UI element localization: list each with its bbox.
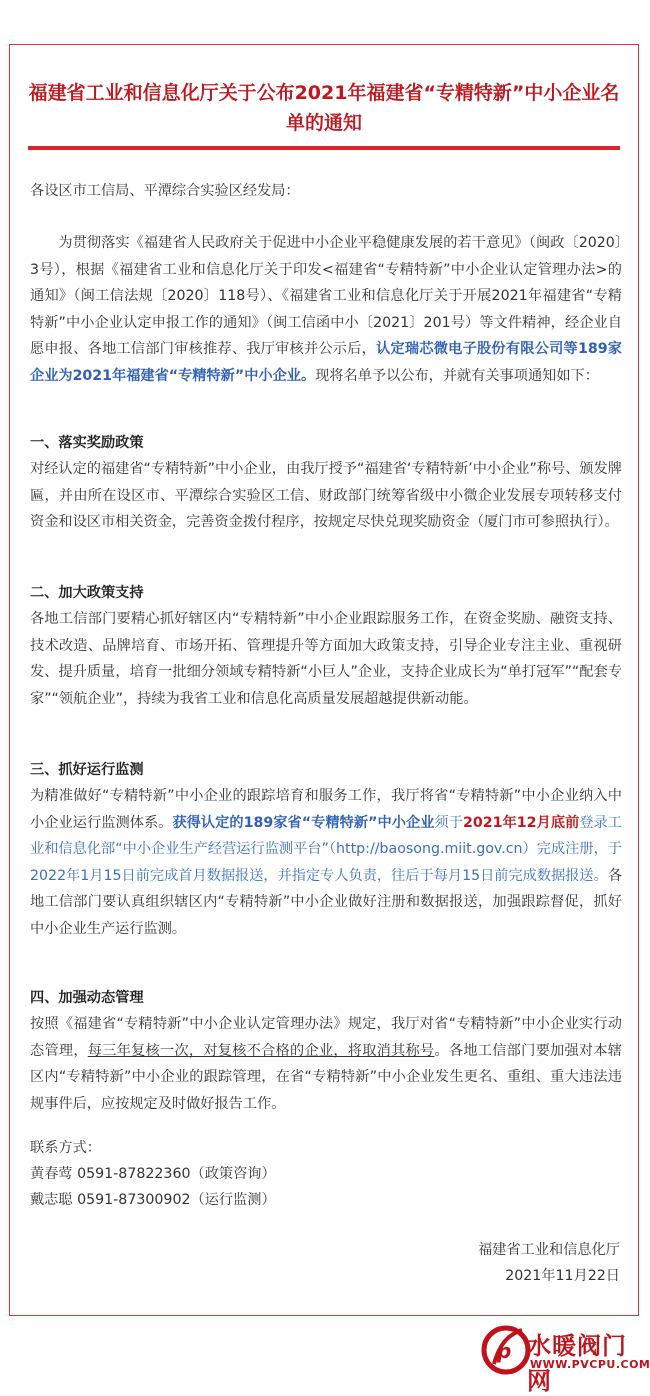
addressee: 各设区市工信局、平潭综合实验区经发局： [30, 183, 300, 199]
section-1-body: 对经认定的福建省“专精特新”中小企业，由我厅授予“福建省‘专精特新’中小企业”称号、颁发牌匾，并由所在设区市、平潭综合实验区工信、财政部门统筹省级中小微企业发展专项转移支付资金和设区市相关资金，完善资金拨付程序，按规定尽快兑现奖励资金（厦门市可参照执行）。 [30, 461, 622, 530]
contact-line-1: 黄春莺 0591-87822360（政策咨询） [30, 1166, 276, 1182]
watermark-url: WWW.PVCPU.COM [530, 1358, 650, 1371]
section-3-body [30, 783, 622, 942]
section-1-heading: 一、落实奖励政策 [30, 435, 144, 451]
watermark-name: 水暖阀门网 [527, 1332, 627, 1395]
section-3-highlight: 获得认定的189家省“专精特新”中小企业 [172, 814, 435, 831]
section-4-underlined: 每三年复核一次，对复核不合格的企业，将取消其称号 [87, 1042, 435, 1059]
svg-text:p: p [497, 1339, 512, 1363]
contact-line-2: 戴志聪 0591-87300902（运行监测） [30, 1192, 276, 1208]
contact-label: 联系方式： [30, 1140, 101, 1156]
signature-org: 福建省工业和信息化厅 [478, 1242, 620, 1258]
intro-text: 为贯彻落实《福建省人民政府关于促进中小企业平稳健康发展的若干意见》（闽政〔2020〕3号），根据《福建省工业和信息化厅关于印发<福建省“专精特新”中小企业认定管理办法>的通知》（闽工信法规〔2020〕118号）、《福建省工业和信息化厅关于开展2021年福建省“专精特新”中小企业认定申报工作的通知》（闽工信函中小〔2021〕201号）等文件精神，经企业自愿申报、各地工信部门审核推荐、我厅审核并公示后， [30, 235, 622, 357]
title-divider [28, 146, 620, 150]
section-4-text-a: 按照《福建省“专精特新”中小企业认定管理办法》规定，我厅对省“专精特新”中小企业实行动态管理， [30, 1016, 622, 1059]
intro-text-end: 现将名单予以公布，并就有关事项通知如下： [315, 367, 599, 384]
intro-paragraph [30, 230, 622, 389]
intro-highlight: 认定瑞芯微电子股份有限公司等189家企业为2021年福建省“专精特新”中小企业。 [30, 341, 622, 384]
signature-date: 2021年11月22日 [505, 1268, 620, 1284]
section-4-body [30, 1011, 622, 1117]
section-3-text-a: 为精准做好“专精特新”中小企业的跟踪培育和服务工作，我厅将省“专精特新”中小企业纳入中小企业运行监测体系。 [30, 788, 622, 831]
section-3-heading: 三、抓好运行监测 [30, 762, 144, 778]
section-2-body: 各地工信部门要精心抓好辖区内“专精特新”中小企业跟踪服务工作，在资金奖励、融资支持、技术改造、品牌培育、市场开拓、管理提升等方面加大政策支持，引导企业专注主业、重视研发、提升质量，培育一批细分领域专精特新“小巨人”企业，支持企业成长为“单打冠军”“配套专家”“领航企业”，持续为我省工业和信息化高质量发展超越提供新动能。 [30, 611, 622, 707]
section-3-platform-text: 登录工业和信息化部“中小企业生产经营运行监测平台”（http://baosong.miit.gov.cn）完成注册，于2022年1月15日前完成首月数据报送，并指定专人负责，往后于每月15日前完成数据报送。 [30, 814, 622, 884]
document-title: 福建省工业和信息化厅关于公布2021年福建省“专精特新”中小企业名单的通知 [28, 82, 620, 134]
section-2-heading: 二、加大政策支持 [30, 585, 144, 601]
section-4-heading: 四、加强动态管理 [30, 990, 144, 1006]
section-3-text-c: 须于 [434, 814, 463, 831]
section-3-text-f: 各地工信部门要认真组织辖区内“专精特新”中小企业做好注册和数据报送，加强跟踪督促，抓好中小企业生产运行监测。 [30, 867, 623, 937]
section-4-text-c: 。各地工信部门要加强对本辖区内“专精特新”中小企业的跟踪管理，在省“专精特新”中小企业发生更名、重组、重大违法违规事件后，应按规定及时做好报告工作。 [30, 1042, 622, 1112]
section-3-deadline: 2021年12月底前 [463, 814, 580, 831]
